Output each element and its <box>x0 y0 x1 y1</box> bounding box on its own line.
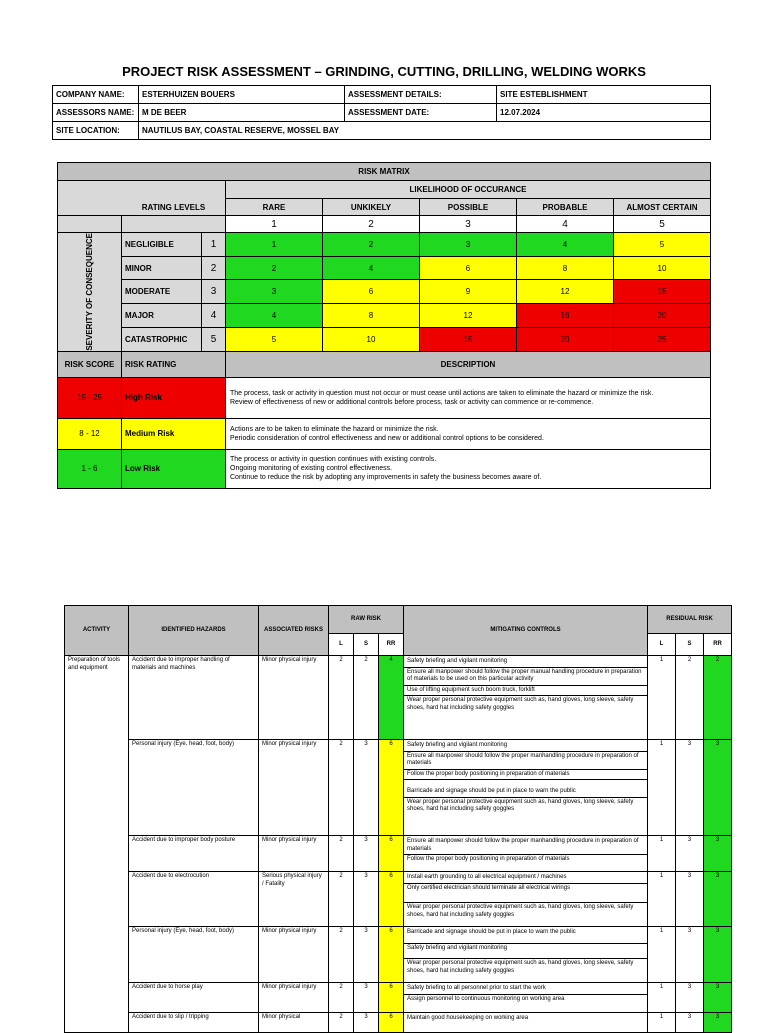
controls-cell <box>404 872 648 927</box>
severity-name: MINOR <box>122 256 202 280</box>
col-rr: RR <box>704 634 732 656</box>
matrix-cell: 8 <box>323 304 420 328</box>
severity-name: CATASTROPHIC <box>122 327 202 351</box>
control-item: Only certified electrician should terminate all electrical wirings <box>404 884 647 904</box>
control-item: Maintain good housekeeping on working area <box>407 1015 529 1021</box>
col-risks: ASSOCIATED RISKS <box>259 606 329 656</box>
raw-rr: 6 <box>379 836 404 872</box>
risk-score: 1 - 6 <box>58 449 122 488</box>
control-item: Safety briefing and vigilant monitoring <box>404 657 647 668</box>
rating-levels-label: RATING LEVELS <box>141 203 206 212</box>
hazard-cell: Personal injury (Eye, head, foot, body) <box>129 927 259 983</box>
hazard-cell: Accident due to slip / tripping <box>129 1013 259 1033</box>
risk-description: The process, task or activity in question must not occur or must cease until actions are taken to eliminate the hazard or minimize the risk. Review of effectiveness of new or additional controls before process, task or activity can commence or re-commence. <box>226 377 711 418</box>
control-item: Safety briefing and vigilant monitoring <box>404 944 647 960</box>
severity-num: 5 <box>202 327 226 351</box>
res-s: 3 <box>676 836 704 872</box>
assessors-label: ASSESSORS NAME: <box>53 104 139 122</box>
raw-rr: 6 <box>379 983 404 1013</box>
control-item: Follow the proper body positioning in preparation of materials <box>407 856 570 862</box>
col-controls: MITIGATING CONTROLS <box>404 606 648 656</box>
raw-s: 3 <box>354 983 379 1013</box>
raw-rr: 4 <box>379 656 404 740</box>
likelihood-num: 5 <box>614 216 711 233</box>
raw-l: 2 <box>329 656 354 740</box>
controls-cell <box>404 740 648 836</box>
likelihood-name: ALMOST CERTAIN <box>614 199 711 216</box>
severity-num: 2 <box>202 256 226 280</box>
res-s: 3 <box>676 927 704 983</box>
risk-score-header: RISK SCORE <box>58 351 122 377</box>
raw-l: 2 <box>329 872 354 927</box>
risk-description: Actions are to be taken to eliminate the hazard or minimize the risk. Periodic consideration of control effectiveness and new or additional control options to be considered. <box>226 418 711 449</box>
risk-description: The process or activity in question continues with existing controls. Ongoing monitoring of existing control effectiveness. Continue to reduce the risk by adopting any improvements in safety the business becomes aware of. <box>226 449 711 488</box>
res-rr: 3 <box>704 836 732 872</box>
details-value: SITE ESTEBLISHMENT <box>497 86 711 104</box>
res-rr: 3 <box>704 983 732 1013</box>
res-l: 1 <box>648 983 676 1013</box>
risk-cell: Minor physical injury <box>259 836 329 872</box>
res-s: 2 <box>676 656 704 740</box>
risk-matrix <box>57 162 711 489</box>
raw-s: 3 <box>354 872 379 927</box>
date-value: 12.07.2024 <box>497 104 711 122</box>
likelihood-name: PROBABLE <box>517 199 614 216</box>
severity-num: 3 <box>202 280 226 304</box>
matrix-cell: 5 <box>614 233 711 257</box>
header-info-table <box>52 85 711 140</box>
control-item: Safety briefing and vigilant monitoring <box>404 741 647 752</box>
matrix-cell: 20 <box>614 304 711 328</box>
matrix-cell: 1 <box>226 233 323 257</box>
res-rr: 3 <box>704 1013 732 1033</box>
res-rr: 2 <box>704 656 732 740</box>
matrix-cell: 12 <box>420 304 517 328</box>
site-label: SITE LOCATION: <box>53 122 139 140</box>
matrix-cell: 6 <box>420 256 517 280</box>
likelihood-num: 2 <box>323 216 420 233</box>
raw-l: 2 <box>329 740 354 836</box>
raw-l: 2 <box>329 927 354 983</box>
risk-rating: High Risk <box>122 377 226 418</box>
matrix-cell: 20 <box>517 327 614 351</box>
raw-rr: 6 <box>379 1013 404 1033</box>
raw-l: 2 <box>329 836 354 872</box>
res-s: 3 <box>676 1013 704 1033</box>
col-residual-risk: RESIDUAL RISK <box>648 606 732 634</box>
res-l: 1 <box>648 872 676 927</box>
assessment-table-wrapper <box>64 605 731 1024</box>
col-hazards: IDENTIFIED HAZARDS <box>129 606 259 656</box>
matrix-cell: 9 <box>420 280 517 304</box>
assessors-value: M DE BEER <box>139 104 345 122</box>
control-item: Wear proper personal protective equipment such as, hand gloves, long sleeve, safety shoes, hard hat including safety goggles <box>407 697 634 711</box>
description-header: DESCRIPTION <box>226 351 711 377</box>
col-activity: ACTIVITY <box>65 606 129 656</box>
matrix-cell: 15 <box>420 327 517 351</box>
control-item: Barricade and signage should be put in place to warn the public <box>404 928 647 944</box>
control-item: Use of lifting equipment such boom truck, forklift <box>404 686 647 697</box>
matrix-cell: 3 <box>226 280 323 304</box>
col-rr: RR <box>379 634 404 656</box>
controls-cell <box>404 656 648 740</box>
control-item: Install earth grounding to all electrical equipment / machines <box>404 873 647 884</box>
matrix-cell: 5 <box>226 327 323 351</box>
likelihood-name: UNKIKELY <box>323 199 420 216</box>
likelihood-name: POSSIBLE <box>420 199 517 216</box>
risk-cell: Minor physical injury <box>259 656 329 740</box>
res-rr: 3 <box>704 872 732 927</box>
hazard-cell: Personal injury (Eye, head, foot, body) <box>129 740 259 836</box>
raw-rr: 6 <box>379 927 404 983</box>
risk-matrix-title: RISK MATRIX <box>58 163 711 181</box>
raw-l: 2 <box>329 1013 354 1033</box>
res-l: 1 <box>648 836 676 872</box>
hazard-cell: Accident due to improper body posture <box>129 836 259 872</box>
res-l: 1 <box>648 927 676 983</box>
site-value: NAUTILUS BAY, COASTAL RESERVE, MOSSEL BAY <box>139 122 711 140</box>
matrix-cell: 2 <box>226 256 323 280</box>
raw-s: 3 <box>354 740 379 836</box>
control-item: Follow the proper body positioning in preparation of materials <box>404 770 647 781</box>
date-label: ASSESSMENT DATE: <box>345 104 497 122</box>
res-s: 3 <box>676 983 704 1013</box>
company-label: COMPANY NAME: <box>53 86 139 104</box>
risk-cell: Serious physical injury / Fatality <box>259 872 329 927</box>
res-l: 1 <box>648 656 676 740</box>
control-item: Ensure all manpower should follow the proper manhandling procedure in preparation of materials <box>404 752 647 770</box>
matrix-cell: 2 <box>323 233 420 257</box>
matrix-cell: 15 <box>614 280 711 304</box>
risk-score: 8 - 12 <box>58 418 122 449</box>
control-item: Barricade and signage should be put in place to warn the public <box>404 780 647 798</box>
res-s: 3 <box>676 740 704 836</box>
matrix-cell: 4 <box>517 233 614 257</box>
risk-cell: Minor physical injury <box>259 740 329 836</box>
control-item: Ensure all manpower should follow the proper manhandling procedure in preparation of materials <box>404 837 647 855</box>
raw-s: 2 <box>354 656 379 740</box>
matrix-cell: 10 <box>323 327 420 351</box>
control-item: Assign personnel to continuous monitoring on working area <box>407 995 565 1002</box>
col-raw-risk: RAW RISK <box>329 606 404 634</box>
risk-cell: Minor physical <box>259 1013 329 1033</box>
hazard-cell: Accident due to electrocution <box>129 872 259 927</box>
raw-rr: 6 <box>379 872 404 927</box>
raw-rr: 6 <box>379 740 404 836</box>
matrix-cell: 10 <box>614 256 711 280</box>
control-item: Safety briefing to all personnel prior to start the work <box>404 984 647 995</box>
controls-cell <box>404 927 648 983</box>
matrix-cell: 16 <box>517 304 614 328</box>
controls-cell <box>404 983 648 1013</box>
risk-cell: Minor physical injury <box>259 983 329 1013</box>
matrix-cell: 8 <box>517 256 614 280</box>
hazard-cell: Accident due to improper handling of materials and machines <box>129 656 259 740</box>
severity-label: SEVERITY OF CONSEQUENCE <box>84 233 94 351</box>
activity-cell: Preparation of tools and equipment <box>65 656 129 1033</box>
assessment-table <box>64 605 732 1033</box>
likelihood-num: 1 <box>226 216 323 233</box>
controls-cell <box>404 836 648 872</box>
risk-rating-header: RISK RATING <box>122 351 226 377</box>
res-s: 3 <box>676 872 704 927</box>
res-l: 1 <box>648 1013 676 1033</box>
severity-num: 4 <box>202 304 226 328</box>
risk-cell: Minor physical injury <box>259 927 329 983</box>
res-rr: 3 <box>704 740 732 836</box>
page-title: PROJECT RISK ASSESSMENT – GRINDING, CUTTING, DRILLING, WELDING WORKS <box>122 64 646 79</box>
risk-rating: Low Risk <box>122 449 226 488</box>
risk-rating: Medium Risk <box>122 418 226 449</box>
col-s: S <box>354 634 379 656</box>
likelihood-name: RARE <box>226 199 323 216</box>
col-l: L <box>648 634 676 656</box>
control-item: Wear proper personal protective equipment such as, hand gloves, long sleeve, safety shoes, hard hat including safety goggles <box>407 960 634 974</box>
control-item: Ensure all manpower should follow the proper manual handling procedure in preparation of materials to be used on this particular activity <box>404 668 647 686</box>
matrix-cell: 3 <box>420 233 517 257</box>
matrix-cell: 25 <box>614 327 711 351</box>
raw-s: 3 <box>354 1013 379 1033</box>
likelihood-title: LIKELIHOOD OF OCCURANCE <box>226 181 711 199</box>
col-l: L <box>329 634 354 656</box>
matrix-cell: 4 <box>323 256 420 280</box>
res-l: 1 <box>648 740 676 836</box>
company-value: ESTERHUIZEN BOUERS <box>139 86 345 104</box>
raw-l: 2 <box>329 983 354 1013</box>
severity-name: MODERATE <box>122 280 202 304</box>
control-item: Wear proper personal protective equipment such as, hand gloves, long sleeve, safety shoes, hard hat including safety goggles <box>407 904 634 918</box>
risk-score: 15 - 25 <box>58 377 122 418</box>
severity-num: 1 <box>202 233 226 257</box>
matrix-cell: 6 <box>323 280 420 304</box>
likelihood-num: 4 <box>517 216 614 233</box>
details-label: ASSESSMENT DETAILS: <box>345 86 497 104</box>
res-rr: 3 <box>704 927 732 983</box>
severity-name: NEGLIGIBLE <box>122 233 202 257</box>
severity-name: MAJOR <box>122 304 202 328</box>
raw-s: 3 <box>354 927 379 983</box>
matrix-cell: 4 <box>226 304 323 328</box>
likelihood-num: 3 <box>420 216 517 233</box>
col-s: S <box>676 634 704 656</box>
raw-s: 3 <box>354 836 379 872</box>
controls-cell <box>404 1013 648 1033</box>
matrix-cell: 12 <box>517 280 614 304</box>
control-item: Wear proper personal protective equipment such as, hand gloves, long sleeve, safety shoes, hard hat including safety goggles <box>407 798 634 812</box>
hazard-cell: Accident due to horse play <box>129 983 259 1013</box>
